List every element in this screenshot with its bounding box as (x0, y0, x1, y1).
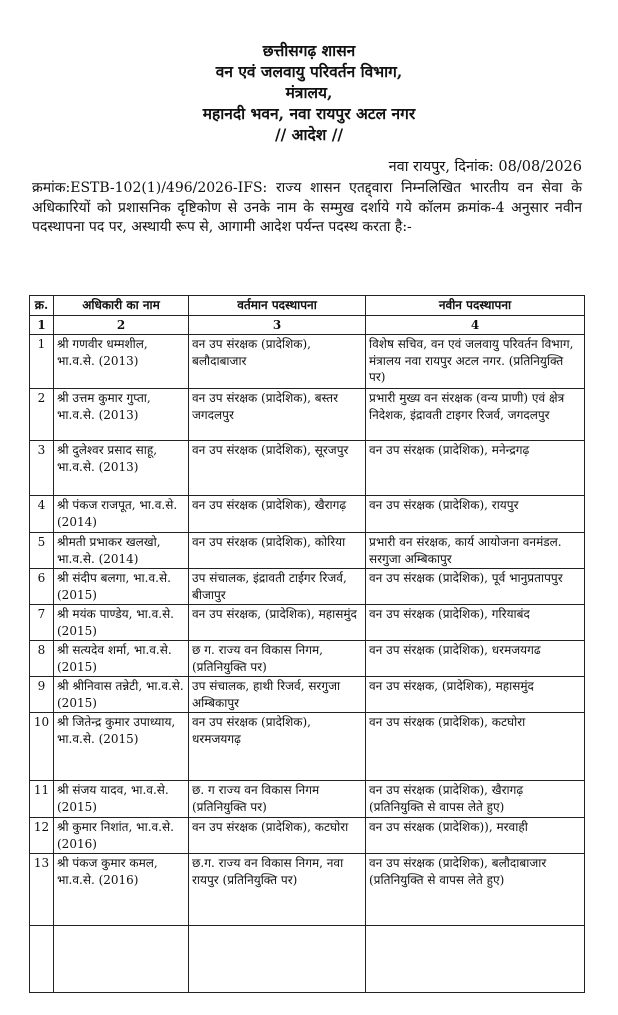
current-posting-cell: छ. ग राज्य वन विकास निगम (प्रतिनियुक्ति पर) (189, 781, 366, 818)
header-serial: क्र. (30, 296, 54, 316)
govt-name: छत्तीसगढ़ शासन (262, 41, 356, 60)
current-posting-cell: वन उप संरक्षक (प्रादेशिक), सूरजपुर (189, 441, 366, 496)
new-posting-cell: विशेष सचिव, वन एवं जलवायु परिवर्तन विभाग, मंत्रालय नवा रायपुर अटल नगर. (प्रतिनियुक्ति पर) (366, 335, 585, 389)
current-posting-cell: वन उप संरक्षक (प्रादेशिक), धरमजयगढ़ (189, 713, 366, 781)
table-row (30, 713, 585, 781)
current-posting-cell: वन उप संरक्षक, (प्रादेशिक), महासमुंद (189, 605, 366, 641)
officer-name-cell: श्री गणवीर धम्मशील, भा.व.से. (2013) (54, 335, 189, 389)
empty-cell (366, 926, 585, 993)
table-header-row (30, 296, 585, 316)
officer-name-cell: श्री पंकज कुमार कमल, भा.व.से. (2016) (54, 854, 189, 926)
officer-name-cell: श्री संजय यादव, भा.व.से. (2015) (54, 781, 189, 818)
posting-table (29, 295, 585, 993)
serial-number-cell: 2 (30, 389, 54, 441)
current-posting-cell: छ.ग. राज्य वन विकास निगम, नवा रायपुर (प्रतिनियुक्ति पर) (189, 854, 366, 926)
current-posting-cell: वन उप संरक्षक (प्रादेशिक), कोरिया (189, 533, 366, 569)
header-current-posting: वर्तमान पदस्थापना (189, 296, 366, 316)
office-address: महानदी भवन, नवा रायपुर अटल नगर (202, 104, 416, 123)
serial-number-cell: 10 (30, 713, 54, 781)
col-number: 1 (30, 315, 54, 335)
header-officer-name: अधिकारी का नाम (54, 296, 189, 316)
new-posting-cell: वन उप संरक्षक (प्रादेशिक), बलौदाबाजार (प्रतिनियुक्ति से वापस लेते हुए) (366, 854, 585, 926)
officer-name-cell: श्री कुमार निशांत, भा.व.से. (2016) (54, 818, 189, 854)
col-number: 4 (366, 315, 585, 335)
order-heading: // आदेश // (274, 125, 344, 144)
table-row (30, 533, 585, 569)
table-row (30, 389, 585, 441)
officer-name-cell: श्री मयंक पाण्डेय, भा.व.से. (2015) (54, 605, 189, 641)
ministry-label: मंत्रालय, (285, 83, 333, 102)
serial-number-cell: 1 (30, 335, 54, 389)
table-row (30, 496, 585, 533)
col-number: 2 (54, 315, 189, 335)
table-row (30, 781, 585, 818)
officer-name-cell: श्री सत्यदेव शर्मा, भा.व.से. (2015) (54, 641, 189, 677)
officer-name-cell: श्री पंकज राजपूत, भा.व.से. (2014) (54, 496, 189, 533)
current-posting-cell: उप संचालक, इंद्रावती टाईगर रिजर्व, बीजापुर (189, 569, 366, 605)
table-row (30, 569, 585, 605)
new-posting-cell: वन उप संरक्षक, (प्रादेशिक), महासमुंद (366, 677, 585, 713)
serial-number-cell: 4 (30, 496, 54, 533)
table-row (30, 441, 585, 496)
serial-number-cell: 12 (30, 818, 54, 854)
department-name: वन एवं जलवायु परिवर्तन विभाग, (215, 62, 403, 81)
new-posting-cell: वन उप संरक्षक (प्रादेशिक), धरमजयगढ (366, 641, 585, 677)
column-number-row (30, 315, 585, 335)
serial-number-cell: 3 (30, 441, 54, 496)
officer-name-cell: श्रीमती प्रभाकर खलखो, भा.व.से. (2014) (54, 533, 189, 569)
officer-name-cell: श्री उत्तम कुमार गुप्ता, भा.व.से. (2013) (54, 389, 189, 441)
new-posting-cell: वन उप संरक्षक (प्रादेशिक)), मरवाही (366, 818, 585, 854)
serial-number-cell: 11 (30, 781, 54, 818)
serial-number-cell: 7 (30, 605, 54, 641)
serial-number-cell: 9 (30, 677, 54, 713)
table-row (30, 854, 585, 926)
header-new-posting: नवीन पदस्थापना (366, 296, 585, 316)
current-posting-cell: वन उप संरक्षक (प्रादेशिक), कटघोरा (189, 818, 366, 854)
new-posting-cell: प्रभारी वन संरक्षक, कार्य आयोजना वनमंडल. सरगुजा अम्बिकापुर (366, 533, 585, 569)
letterhead (0, 40, 618, 145)
col-number: 3 (189, 315, 366, 335)
table-row (30, 605, 585, 641)
place-date: नवा रायपुर, दिनांक: 08/08/2026 (388, 159, 582, 175)
new-posting-cell: प्रभारी मुख्य वन संरक्षक (वन्य प्राणी) एवं क्षेत्र निदेशक, इंद्रावती टाइगर रिजर्व, जगदलपुर (366, 389, 585, 441)
current-posting-cell: छ ग. राज्य वन विकास निगम, (प्रतिनियुक्ति पर) (189, 641, 366, 677)
new-posting-cell: वन उप संरक्षक (प्रादेशिक), गरियाबंद (366, 605, 585, 641)
new-posting-cell: वन उप संरक्षक (प्रादेशिक), पूर्व भानुप्रतापपुर (366, 569, 585, 605)
officer-name-cell: श्री श्रीनिवास तन्नेटी, भा.व.से. (2015) (54, 677, 189, 713)
officer-name-cell: श्री जितेन्द्र कुमार उपाध्याय, भा.व.से. (2015) (54, 713, 189, 781)
current-posting-cell: वन उप संरक्षक (प्रादेशिक), बलौदाबाजार (189, 335, 366, 389)
empty-cell (54, 926, 189, 993)
empty-cell (189, 926, 366, 993)
new-posting-cell: वन उप संरक्षक (प्रादेशिक), कटघोरा (366, 713, 585, 781)
new-posting-cell: वन उप संरक्षक (प्रादेशिक), खैरागढ़ (प्रतिनियुक्ति से वापस लेते हुए) (366, 781, 585, 818)
table-row (30, 335, 585, 389)
table-row (30, 677, 585, 713)
serial-number-cell: 13 (30, 854, 54, 926)
table-row (30, 641, 585, 677)
current-posting-cell: उप संचालक, हाथी रिजर्व, सरगुजा अम्बिकापुर (189, 677, 366, 713)
table-row (30, 818, 585, 854)
officer-name-cell: श्री दुलेश्वर प्रसाद साहू, भा.व.से. (2013) (54, 441, 189, 496)
serial-number-cell: 6 (30, 569, 54, 605)
current-posting-cell: वन उप संरक्षक (प्रादेशिक), खैरागढ़ (189, 496, 366, 533)
current-posting-cell: वन उप संरक्षक (प्रादेशिक), बस्तर जगदलपुर (189, 389, 366, 441)
officer-name-cell: श्री संदीप बलगा, भा.व.से. (2015) (54, 569, 189, 605)
new-posting-cell: वन उप संरक्षक (प्रादेशिक), रायपुर (366, 496, 585, 533)
new-posting-cell: वन उप संरक्षक (प्रादेशिक), मनेन्द्रगढ़ (366, 441, 585, 496)
empty-cell (30, 926, 54, 993)
serial-number-cell: 8 (30, 641, 54, 677)
table-filler-row (30, 926, 585, 993)
order-text: क्रमांक:ESTB-102(1)/496/2026-IFS: राज्य शासन एतद्द्वारा निम्नलिखित भारतीय वन सेवा के अधिकारियों को प्रशासनिक दृष्टिकोण से उनके नाम के सम्मुख दर्शाये गये कॉलम क्रमांक-4 अनुसार नवीन पदस्थापना पद पर, अस्थायी रूप से, आगामी आदेश पर्यन्त पदस्थ करता है:- (32, 180, 582, 236)
serial-number-cell: 5 (30, 533, 54, 569)
